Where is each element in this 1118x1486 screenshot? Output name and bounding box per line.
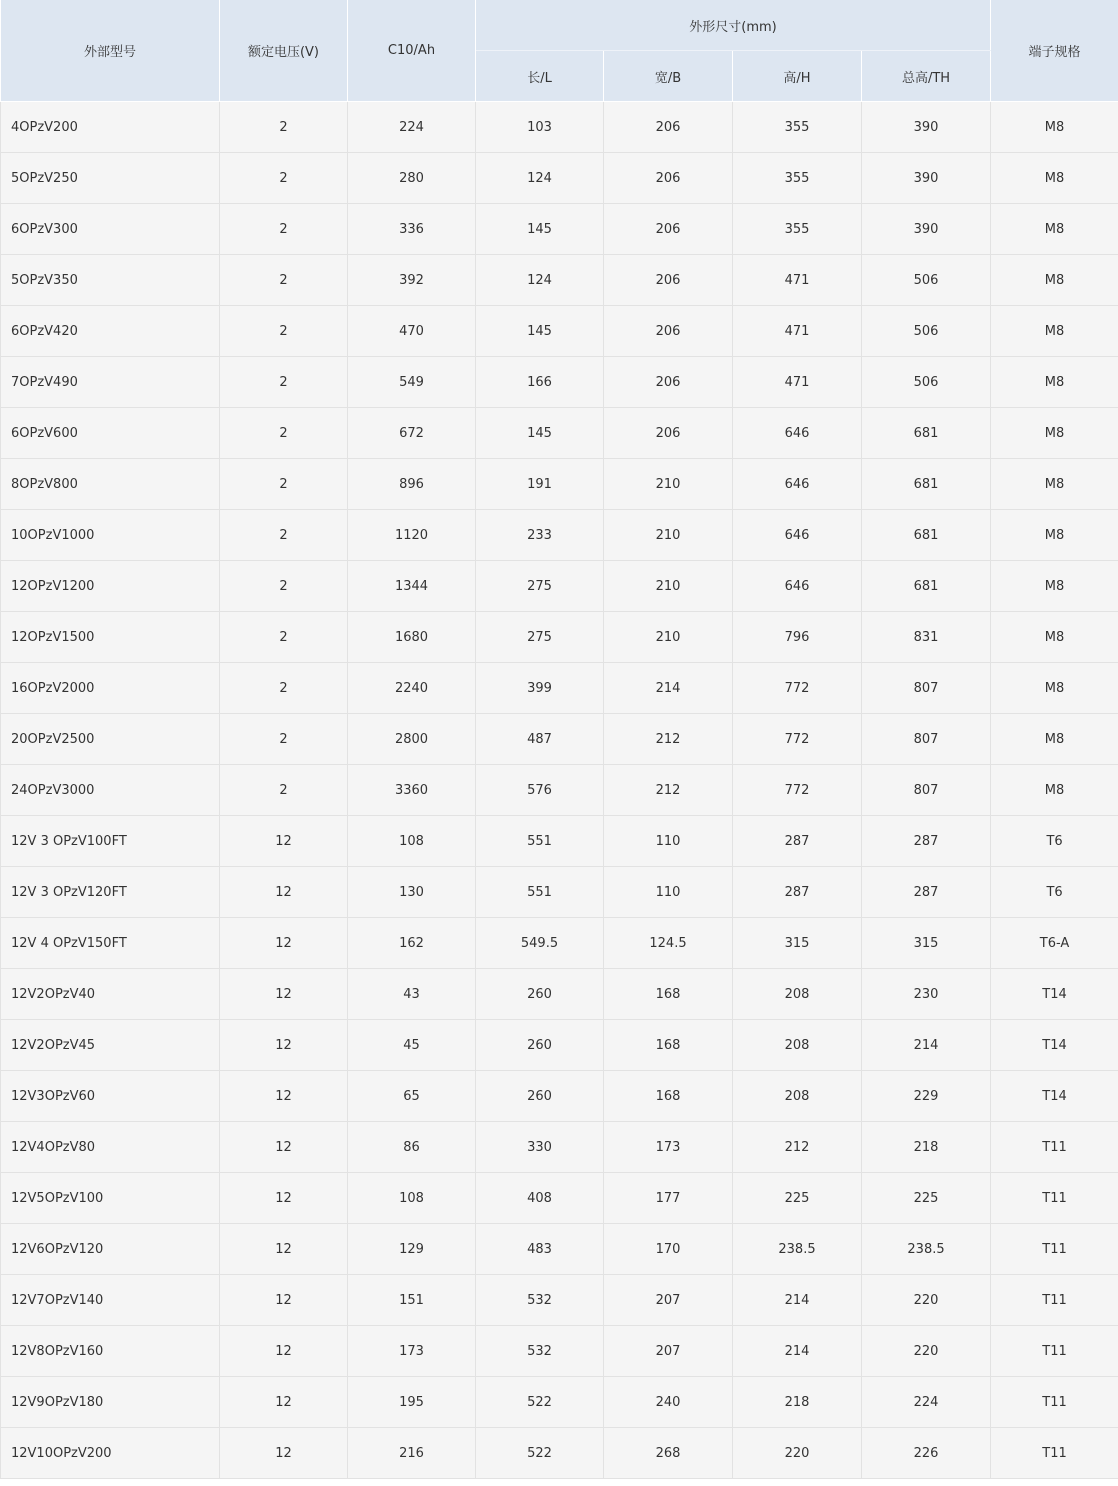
cell-terminal: M8 (991, 102, 1118, 153)
cell-length: 260 (476, 969, 604, 1020)
cell-total-height: 226 (862, 1428, 991, 1479)
cell-width: 210 (604, 612, 733, 663)
table-row (1, 459, 1118, 510)
cell-voltage: 2 (220, 357, 348, 408)
header-length: 长/L (476, 51, 604, 102)
cell-length: 532 (476, 1326, 604, 1377)
cell-voltage: 2 (220, 714, 348, 765)
cell-voltage: 2 (220, 204, 348, 255)
table-row (1, 561, 1118, 612)
cell-terminal: M8 (991, 255, 1118, 306)
table-row (1, 918, 1118, 969)
cell-width: 268 (604, 1428, 733, 1479)
cell-terminal: T14 (991, 1071, 1118, 1122)
cell-model: 12V10OPzV200 (1, 1428, 220, 1479)
cell-width: 170 (604, 1224, 733, 1275)
cell-width: 212 (604, 765, 733, 816)
cell-terminal: T14 (991, 1020, 1118, 1071)
cell-model: 12V3OPzV60 (1, 1071, 220, 1122)
cell-height: 220 (733, 1428, 862, 1479)
cell-height: 772 (733, 663, 862, 714)
cell-height: 208 (733, 969, 862, 1020)
cell-terminal: T11 (991, 1275, 1118, 1326)
cell-height: 355 (733, 204, 862, 255)
cell-capacity: 108 (348, 1173, 476, 1224)
cell-terminal: M8 (991, 714, 1118, 765)
cell-height: 238.5 (733, 1224, 862, 1275)
header-terminal: 端子规格 (991, 0, 1118, 102)
cell-length: 145 (476, 204, 604, 255)
cell-length: 483 (476, 1224, 604, 1275)
cell-model: 6OPzV600 (1, 408, 220, 459)
cell-width: 168 (604, 1071, 733, 1122)
cell-height: 287 (733, 867, 862, 918)
cell-model: 7OPzV490 (1, 357, 220, 408)
cell-terminal: T11 (991, 1377, 1118, 1428)
cell-height: 315 (733, 918, 862, 969)
cell-length: 145 (476, 306, 604, 357)
cell-total-height: 218 (862, 1122, 991, 1173)
cell-total-height: 315 (862, 918, 991, 969)
cell-model: 16OPzV2000 (1, 663, 220, 714)
cell-height: 214 (733, 1275, 862, 1326)
cell-length: 124 (476, 153, 604, 204)
cell-model: 8OPzV800 (1, 459, 220, 510)
table-row (1, 765, 1118, 816)
cell-voltage: 12 (220, 816, 348, 867)
cell-capacity: 65 (348, 1071, 476, 1122)
cell-terminal: M8 (991, 663, 1118, 714)
cell-length: 549.5 (476, 918, 604, 969)
cell-voltage: 2 (220, 153, 348, 204)
table-row (1, 816, 1118, 867)
cell-voltage: 2 (220, 306, 348, 357)
table-row (1, 714, 1118, 765)
cell-width: 210 (604, 561, 733, 612)
cell-length: 124 (476, 255, 604, 306)
cell-voltage: 2 (220, 510, 348, 561)
cell-model: 5OPzV250 (1, 153, 220, 204)
cell-height: 796 (733, 612, 862, 663)
cell-width: 212 (604, 714, 733, 765)
cell-length: 532 (476, 1275, 604, 1326)
cell-total-height: 681 (862, 510, 991, 561)
cell-capacity: 2800 (348, 714, 476, 765)
cell-capacity: 2240 (348, 663, 476, 714)
table-row (1, 1428, 1118, 1479)
cell-capacity: 162 (348, 918, 476, 969)
table-row (1, 1275, 1118, 1326)
cell-capacity: 549 (348, 357, 476, 408)
cell-model: 12OPzV1200 (1, 561, 220, 612)
cell-voltage: 12 (220, 1275, 348, 1326)
table-row (1, 1020, 1118, 1071)
table-row (1, 663, 1118, 714)
cell-terminal: M8 (991, 561, 1118, 612)
cell-capacity: 86 (348, 1122, 476, 1173)
cell-length: 260 (476, 1071, 604, 1122)
cell-voltage: 12 (220, 969, 348, 1020)
cell-capacity: 43 (348, 969, 476, 1020)
cell-length: 408 (476, 1173, 604, 1224)
cell-model: 6OPzV300 (1, 204, 220, 255)
cell-length: 166 (476, 357, 604, 408)
cell-terminal: T14 (991, 969, 1118, 1020)
cell-height: 355 (733, 102, 862, 153)
cell-capacity: 151 (348, 1275, 476, 1326)
cell-total-height: 390 (862, 102, 991, 153)
cell-total-height: 238.5 (862, 1224, 991, 1275)
cell-model: 12V9OPzV180 (1, 1377, 220, 1428)
table-row (1, 1326, 1118, 1377)
cell-model: 24OPzV3000 (1, 765, 220, 816)
cell-voltage: 2 (220, 459, 348, 510)
cell-capacity: 173 (348, 1326, 476, 1377)
cell-model: 4OPzV200 (1, 102, 220, 153)
cell-height: 772 (733, 714, 862, 765)
cell-length: 487 (476, 714, 604, 765)
cell-length: 551 (476, 867, 604, 918)
header-voltage: 额定电压(V) (220, 0, 348, 102)
cell-total-height: 220 (862, 1326, 991, 1377)
cell-height: 214 (733, 1326, 862, 1377)
cell-voltage: 12 (220, 1224, 348, 1275)
header-width: 宽/B (604, 51, 733, 102)
cell-capacity: 1344 (348, 561, 476, 612)
cell-width: 210 (604, 510, 733, 561)
cell-capacity: 896 (348, 459, 476, 510)
header-height: 高/H (733, 51, 862, 102)
table-row (1, 153, 1118, 204)
cell-voltage: 12 (220, 1428, 348, 1479)
cell-capacity: 470 (348, 306, 476, 357)
cell-total-height: 229 (862, 1071, 991, 1122)
cell-height: 471 (733, 255, 862, 306)
table-header (1, 0, 1118, 102)
cell-voltage: 2 (220, 765, 348, 816)
cell-capacity: 130 (348, 867, 476, 918)
cell-total-height: 287 (862, 816, 991, 867)
cell-length: 191 (476, 459, 604, 510)
cell-width: 206 (604, 408, 733, 459)
cell-model: 12V 4 OPzV150FT (1, 918, 220, 969)
cell-height: 471 (733, 306, 862, 357)
cell-length: 145 (476, 408, 604, 459)
cell-total-height: 506 (862, 306, 991, 357)
cell-total-height: 681 (862, 561, 991, 612)
header-model: 外部型号 (1, 0, 220, 102)
cell-length: 275 (476, 561, 604, 612)
cell-terminal: T6 (991, 816, 1118, 867)
cell-height: 646 (733, 408, 862, 459)
cell-total-height: 220 (862, 1275, 991, 1326)
cell-model: 20OPzV2500 (1, 714, 220, 765)
cell-model: 12V5OPzV100 (1, 1173, 220, 1224)
cell-model: 10OPzV1000 (1, 510, 220, 561)
cell-terminal: M8 (991, 408, 1118, 459)
header-total-height: 总高/TH (862, 51, 991, 102)
cell-model: 12OPzV1500 (1, 612, 220, 663)
cell-width: 206 (604, 153, 733, 204)
cell-width: 110 (604, 816, 733, 867)
header-capacity: C10/Ah (348, 0, 476, 102)
cell-terminal: T11 (991, 1122, 1118, 1173)
cell-height: 646 (733, 510, 862, 561)
cell-terminal: M8 (991, 459, 1118, 510)
table-row (1, 357, 1118, 408)
cell-voltage: 2 (220, 663, 348, 714)
cell-model: 12V7OPzV140 (1, 1275, 220, 1326)
cell-width: 206 (604, 102, 733, 153)
cell-height: 646 (733, 459, 862, 510)
cell-width: 206 (604, 357, 733, 408)
cell-model: 12V2OPzV45 (1, 1020, 220, 1071)
cell-capacity: 1680 (348, 612, 476, 663)
cell-length: 522 (476, 1428, 604, 1479)
cell-width: 206 (604, 204, 733, 255)
table-row (1, 102, 1118, 153)
cell-capacity: 195 (348, 1377, 476, 1428)
cell-terminal: M8 (991, 765, 1118, 816)
cell-height: 772 (733, 765, 862, 816)
cell-total-height: 681 (862, 408, 991, 459)
cell-total-height: 225 (862, 1173, 991, 1224)
cell-total-height: 807 (862, 663, 991, 714)
cell-terminal: M8 (991, 357, 1118, 408)
cell-length: 399 (476, 663, 604, 714)
cell-width: 240 (604, 1377, 733, 1428)
cell-voltage: 2 (220, 561, 348, 612)
cell-terminal: T11 (991, 1428, 1118, 1479)
table-row (1, 612, 1118, 663)
cell-height: 208 (733, 1071, 862, 1122)
cell-model: 12V6OPzV120 (1, 1224, 220, 1275)
cell-length: 551 (476, 816, 604, 867)
cell-model: 12V8OPzV160 (1, 1326, 220, 1377)
cell-capacity: 224 (348, 102, 476, 153)
cell-height: 208 (733, 1020, 862, 1071)
cell-terminal: M8 (991, 204, 1118, 255)
cell-capacity: 129 (348, 1224, 476, 1275)
cell-length: 260 (476, 1020, 604, 1071)
cell-total-height: 506 (862, 255, 991, 306)
cell-terminal: M8 (991, 153, 1118, 204)
cell-width: 168 (604, 1020, 733, 1071)
table-row (1, 969, 1118, 1020)
cell-terminal: M8 (991, 612, 1118, 663)
cell-width: 110 (604, 867, 733, 918)
cell-total-height: 224 (862, 1377, 991, 1428)
table-row (1, 204, 1118, 255)
cell-model: 12V4OPzV80 (1, 1122, 220, 1173)
cell-length: 576 (476, 765, 604, 816)
cell-width: 124.5 (604, 918, 733, 969)
cell-voltage: 12 (220, 867, 348, 918)
cell-voltage: 12 (220, 1122, 348, 1173)
cell-terminal: T11 (991, 1173, 1118, 1224)
cell-width: 207 (604, 1275, 733, 1326)
cell-capacity: 3360 (348, 765, 476, 816)
cell-voltage: 12 (220, 1020, 348, 1071)
table-body (1, 102, 1118, 1479)
cell-capacity: 280 (348, 153, 476, 204)
cell-total-height: 807 (862, 714, 991, 765)
cell-length: 522 (476, 1377, 604, 1428)
cell-height: 646 (733, 561, 862, 612)
cell-total-height: 390 (862, 153, 991, 204)
cell-total-height: 230 (862, 969, 991, 1020)
cell-capacity: 336 (348, 204, 476, 255)
table-row (1, 867, 1118, 918)
cell-voltage: 12 (220, 1071, 348, 1122)
cell-width: 210 (604, 459, 733, 510)
cell-model: 6OPzV420 (1, 306, 220, 357)
table-row (1, 1122, 1118, 1173)
cell-terminal: T11 (991, 1326, 1118, 1377)
cell-model: 5OPzV350 (1, 255, 220, 306)
cell-total-height: 390 (862, 204, 991, 255)
cell-voltage: 12 (220, 1377, 348, 1428)
cell-height: 355 (733, 153, 862, 204)
table-row (1, 1173, 1118, 1224)
table-row (1, 408, 1118, 459)
cell-terminal: T11 (991, 1224, 1118, 1275)
cell-total-height: 807 (862, 765, 991, 816)
cell-voltage: 12 (220, 1326, 348, 1377)
cell-width: 177 (604, 1173, 733, 1224)
cell-terminal: T6 (991, 867, 1118, 918)
cell-capacity: 392 (348, 255, 476, 306)
cell-total-height: 831 (862, 612, 991, 663)
cell-height: 225 (733, 1173, 862, 1224)
cell-capacity: 108 (348, 816, 476, 867)
cell-width: 207 (604, 1326, 733, 1377)
cell-capacity: 216 (348, 1428, 476, 1479)
cell-width: 206 (604, 306, 733, 357)
cell-height: 212 (733, 1122, 862, 1173)
cell-length: 233 (476, 510, 604, 561)
cell-voltage: 12 (220, 918, 348, 969)
header-dimensions: 外形尺寸(mm) (476, 0, 991, 51)
cell-length: 275 (476, 612, 604, 663)
cell-capacity: 1120 (348, 510, 476, 561)
cell-voltage: 2 (220, 612, 348, 663)
table-row (1, 1377, 1118, 1428)
cell-width: 206 (604, 255, 733, 306)
table-row (1, 255, 1118, 306)
cell-width: 168 (604, 969, 733, 1020)
cell-width: 214 (604, 663, 733, 714)
cell-total-height: 214 (862, 1020, 991, 1071)
cell-total-height: 681 (862, 459, 991, 510)
cell-terminal: T6-A (991, 918, 1118, 969)
table-row (1, 1224, 1118, 1275)
cell-total-height: 506 (862, 357, 991, 408)
cell-length: 330 (476, 1122, 604, 1173)
cell-total-height: 287 (862, 867, 991, 918)
cell-terminal: M8 (991, 306, 1118, 357)
cell-width: 173 (604, 1122, 733, 1173)
table-row (1, 306, 1118, 357)
cell-voltage: 2 (220, 408, 348, 459)
table-row (1, 510, 1118, 561)
cell-voltage: 12 (220, 1173, 348, 1224)
cell-capacity: 45 (348, 1020, 476, 1071)
cell-height: 287 (733, 816, 862, 867)
cell-voltage: 2 (220, 255, 348, 306)
cell-voltage: 2 (220, 102, 348, 153)
cell-model: 12V2OPzV40 (1, 969, 220, 1020)
cell-length: 103 (476, 102, 604, 153)
cell-capacity: 672 (348, 408, 476, 459)
cell-model: 12V 3 OPzV120FT (1, 867, 220, 918)
cell-terminal: M8 (991, 510, 1118, 561)
cell-height: 218 (733, 1377, 862, 1428)
cell-model: 12V 3 OPzV100FT (1, 816, 220, 867)
cell-height: 471 (733, 357, 862, 408)
table-row (1, 1071, 1118, 1122)
